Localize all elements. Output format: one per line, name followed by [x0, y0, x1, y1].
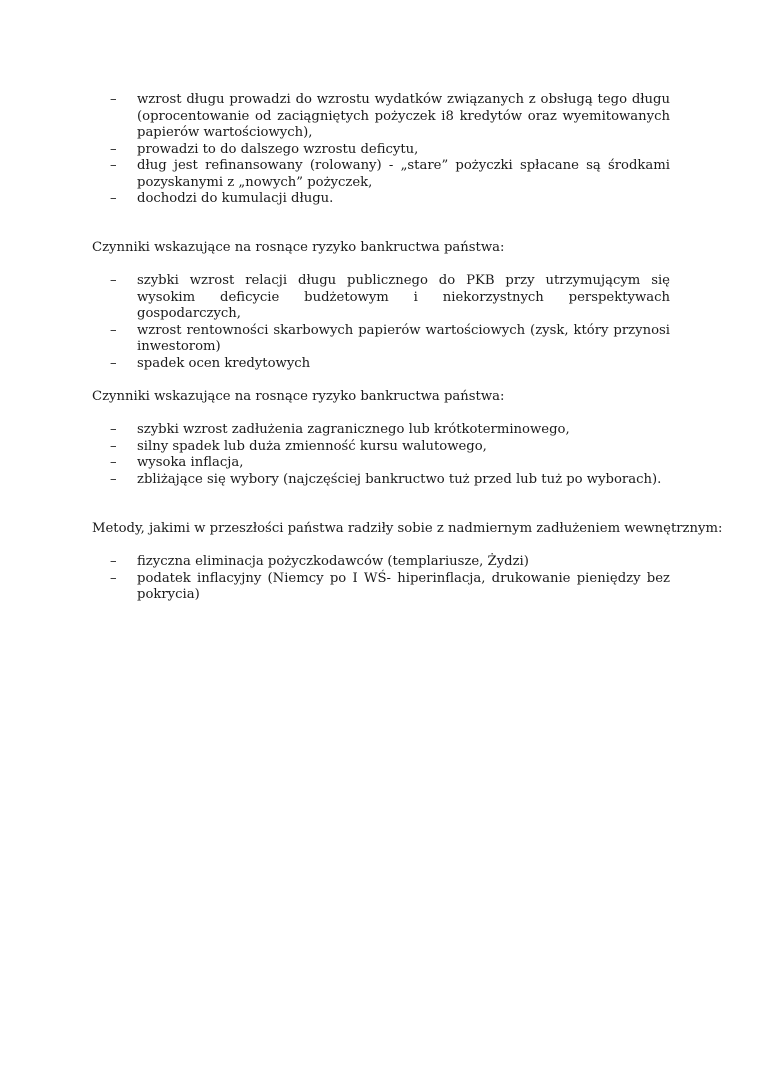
historical-methods-list	[92, 554, 670, 604]
list-item: – wzrost długu prowadzi do wzrostu wydatków związanych z obsługą tego długu (oprocentowanie od zaciągniętych pożyczek i8 kredytów oraz wyemitowanych papierów wartościowych),	[110, 92, 670, 140]
list-bullet: –	[110, 471, 117, 487]
list-item: – wysoka inflacja,	[110, 455, 244, 470]
list-item: – szybki wzrost relacji długu publicznego do PKB przy utrzymującym się wysokim deficycie budżetowym i niekorzystnych perspektywach gospodarczych,	[110, 273, 670, 321]
list-item: – dochodzi do kumulacji długu.	[110, 191, 334, 206]
section-heading-risk-factors-1: Czynniki wskazujące na rosnące ryzyko bankructwa państwa:	[92, 240, 505, 255]
list-bullet: –	[110, 355, 117, 371]
list-bullet: –	[110, 92, 117, 107]
historical-methods-list-block	[92, 554, 670, 604]
list-bullet: –	[110, 422, 117, 437]
list-bullet: –	[110, 273, 117, 288]
list-bullet: –	[110, 554, 117, 569]
list-bullet: –	[110, 322, 117, 338]
debt-spiral-list-block	[92, 92, 670, 208]
risk-factors-list-block-2	[92, 422, 670, 488]
list-item: – zbliżające się wybory (najczęściej bankructwo tuż przed lub tuż po wyborach).	[110, 471, 662, 487]
debt-spiral-list	[92, 92, 670, 208]
list-item: – prowadzi to do dalszego wzrostu deficytu,	[110, 141, 419, 157]
list-bullet: –	[110, 455, 117, 470]
list-bullet: –	[110, 158, 117, 173]
section-heading-historical-methods: Metody, jakimi w przeszłości państwa radziły sobie z nadmiernym zadłużeniem wewnętrznym:	[92, 521, 723, 536]
list-bullet: –	[110, 570, 117, 586]
list-bullet: –	[110, 438, 117, 454]
list-item: – dług jest refinansowany (rolowany) - „stare” pożyczki spłacane są środkami pozyskanymi z „nowych” pożyczek,	[110, 158, 670, 190]
list-item: – fizyczna eliminacja pożyczkodawców (templariusze, Żydzi)	[110, 554, 529, 569]
risk-factors-list-block-1	[92, 273, 670, 372]
section-heading-risk-factors-2: Czynniki wskazujące na rosnące ryzyko bankructwa państwa:	[92, 389, 505, 404]
risk-factors-list-2	[92, 422, 670, 488]
list-item: – wzrost rentowności skarbowych papierów wartościowych (zysk, który przynosi inwestorom)	[110, 322, 670, 354]
list-bullet: –	[110, 191, 117, 206]
list-item: – szybki wzrost zadłużenia zagranicznego lub krótkoterminowego,	[110, 422, 570, 437]
risk-factors-list-1	[92, 273, 670, 372]
list-item: – silny spadek lub duża zmienność kursu walutowego,	[110, 438, 487, 454]
list-item: – podatek inflacyjny (Niemcy po I WŚ- hiperinflacja, drukowanie pieniędzy bez pokrycia)	[110, 570, 670, 602]
list-item: – spadek ocen kredytowych	[110, 355, 311, 371]
list-bullet: –	[110, 141, 117, 157]
